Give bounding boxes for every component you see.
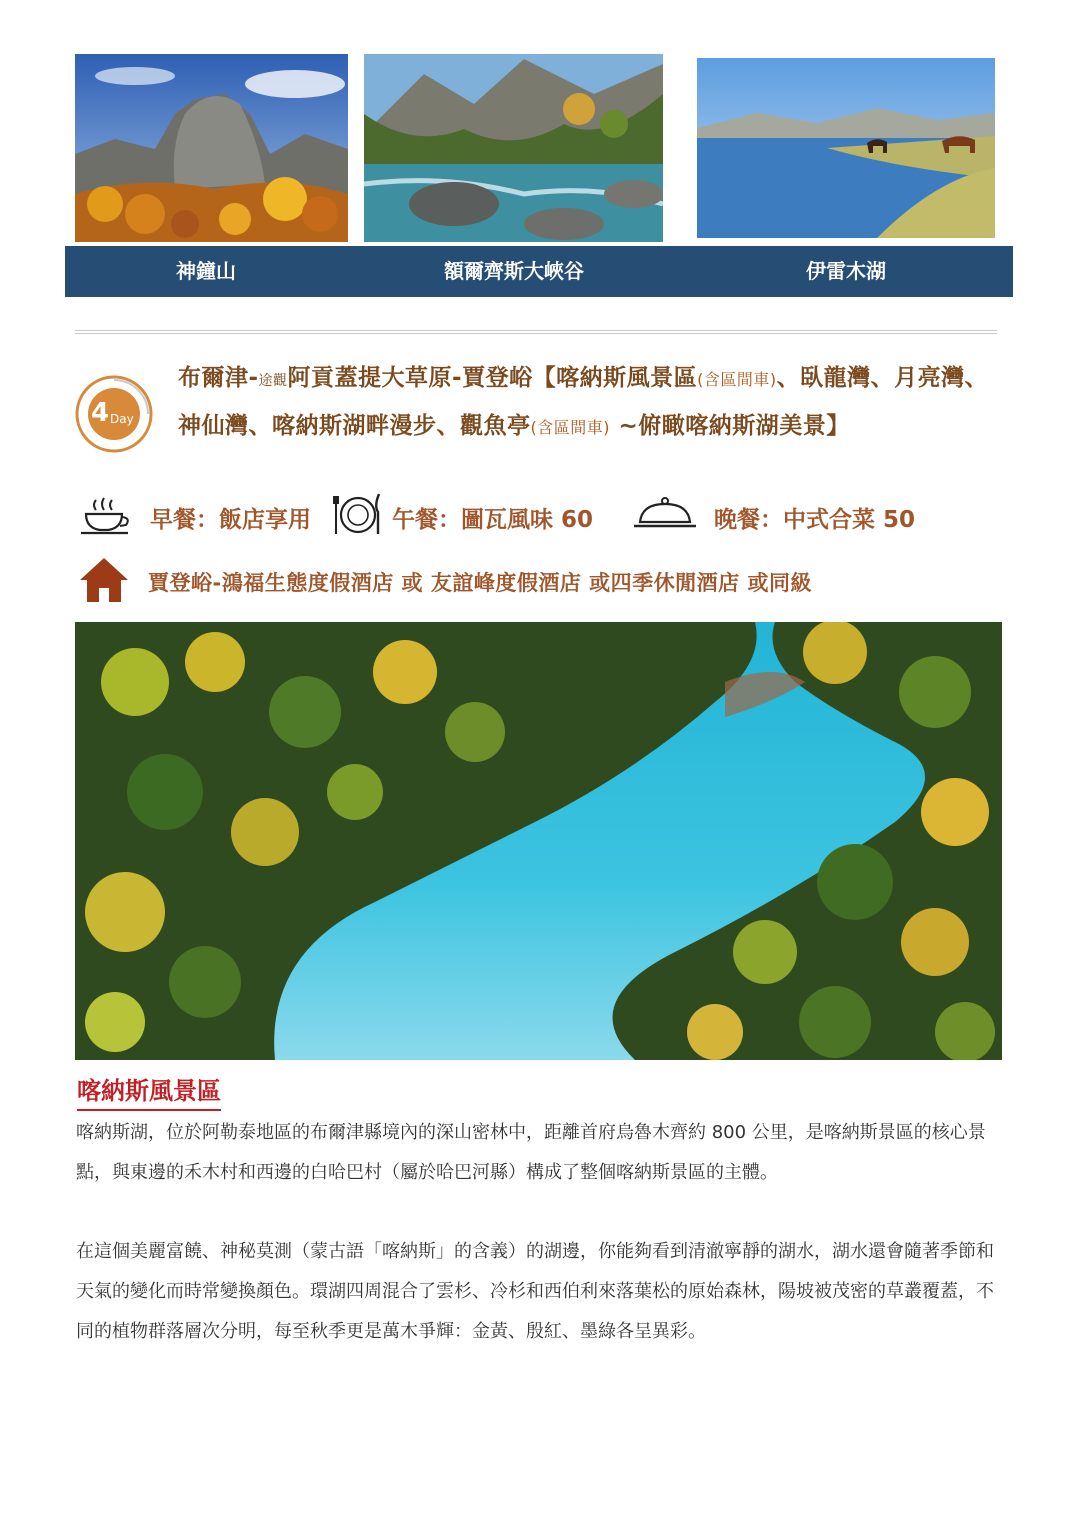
- lunch-label: 午餐：圖瓦風味 60: [392, 507, 594, 533]
- divider: [75, 330, 997, 331]
- title-part: 、臥龍灣、月亮灣、神仙灣、喀納斯湖畔漫步、觀魚亭: [178, 365, 989, 439]
- hotel-row: [78, 556, 1018, 608]
- title-shuttle-note: (含區間車): [697, 370, 777, 389]
- caption-irtysh-canyon: 額爾齊斯大峽谷: [444, 259, 584, 283]
- meal-row: [78, 494, 1018, 542]
- kanas-lake-bend-photo: [75, 622, 1002, 1060]
- title-shuttle-note: (含區間車): [530, 418, 610, 437]
- section-title: 喀納斯風景區: [77, 1071, 221, 1111]
- caption-shenzhong-mountain: 神鐘山: [176, 259, 236, 283]
- house-icon: [78, 556, 130, 608]
- tea-cup-icon: [78, 496, 132, 542]
- shenzhong-mountain-photo: [75, 54, 348, 242]
- caption-yileimu-lake: 伊雷木湖: [806, 259, 886, 283]
- irtysh-canyon-river-photo: [364, 54, 663, 242]
- description-paragraph: 喀納斯湖，位於阿勒泰地區的布爾津縣境內的深山密林中，距離首府烏魯木齊約 800 公里，是喀納斯景區的核心景點，與東邊的禾木村和西邊的白哈巴村（屬於哈巴河縣）構成了整個喀納斯景區的主體。: [76, 1122, 986, 1183]
- plate-cutlery-icon: [332, 488, 384, 544]
- divider: [75, 333, 997, 334]
- hotel-label: 賈登峪-鴻福生態度假酒店 或 友誼峰度假酒店 或四季休閒酒店 或同級: [148, 571, 812, 595]
- yileimu-lake-horses-photo: [697, 58, 995, 238]
- dinner-label: 晚餐：中式合菜 50: [714, 507, 916, 533]
- description-paragraph: 在這個美麗富饒、神秘莫測（蒙古語「喀納斯」的含義）的湖邊，你能夠看到清澈寧靜的湖水，湖水還會隨著季節和天氣的變化而時常變換顏色。環湖四周混合了雲杉、冷杉和西伯利來落葉松的原始森林，陽坡被茂密的草叢覆蓋，不同的植物群落層次分明，每至秋季更是萬木爭輝：金黃、殷紅、墨綠各呈異彩。: [76, 1241, 994, 1342]
- breakfast-label: 早餐：飯店享用: [150, 507, 311, 533]
- cloche-icon: [632, 496, 698, 534]
- title-via-note: 途觀: [258, 373, 288, 389]
- title-part: 阿貢蓋提大草原-賈登峪【喀納斯風景區: [287, 365, 698, 391]
- day-badge-icon: [74, 374, 154, 454]
- day-number: 4: [91, 398, 110, 428]
- photo-caption-bar: [65, 246, 1013, 297]
- itinerary-title: [178, 356, 1008, 450]
- day-suffix: Day: [110, 412, 134, 426]
- title-part: ~俯瞰喀納斯湖美景】: [610, 413, 850, 439]
- title-part: 布爾津-: [178, 365, 259, 391]
